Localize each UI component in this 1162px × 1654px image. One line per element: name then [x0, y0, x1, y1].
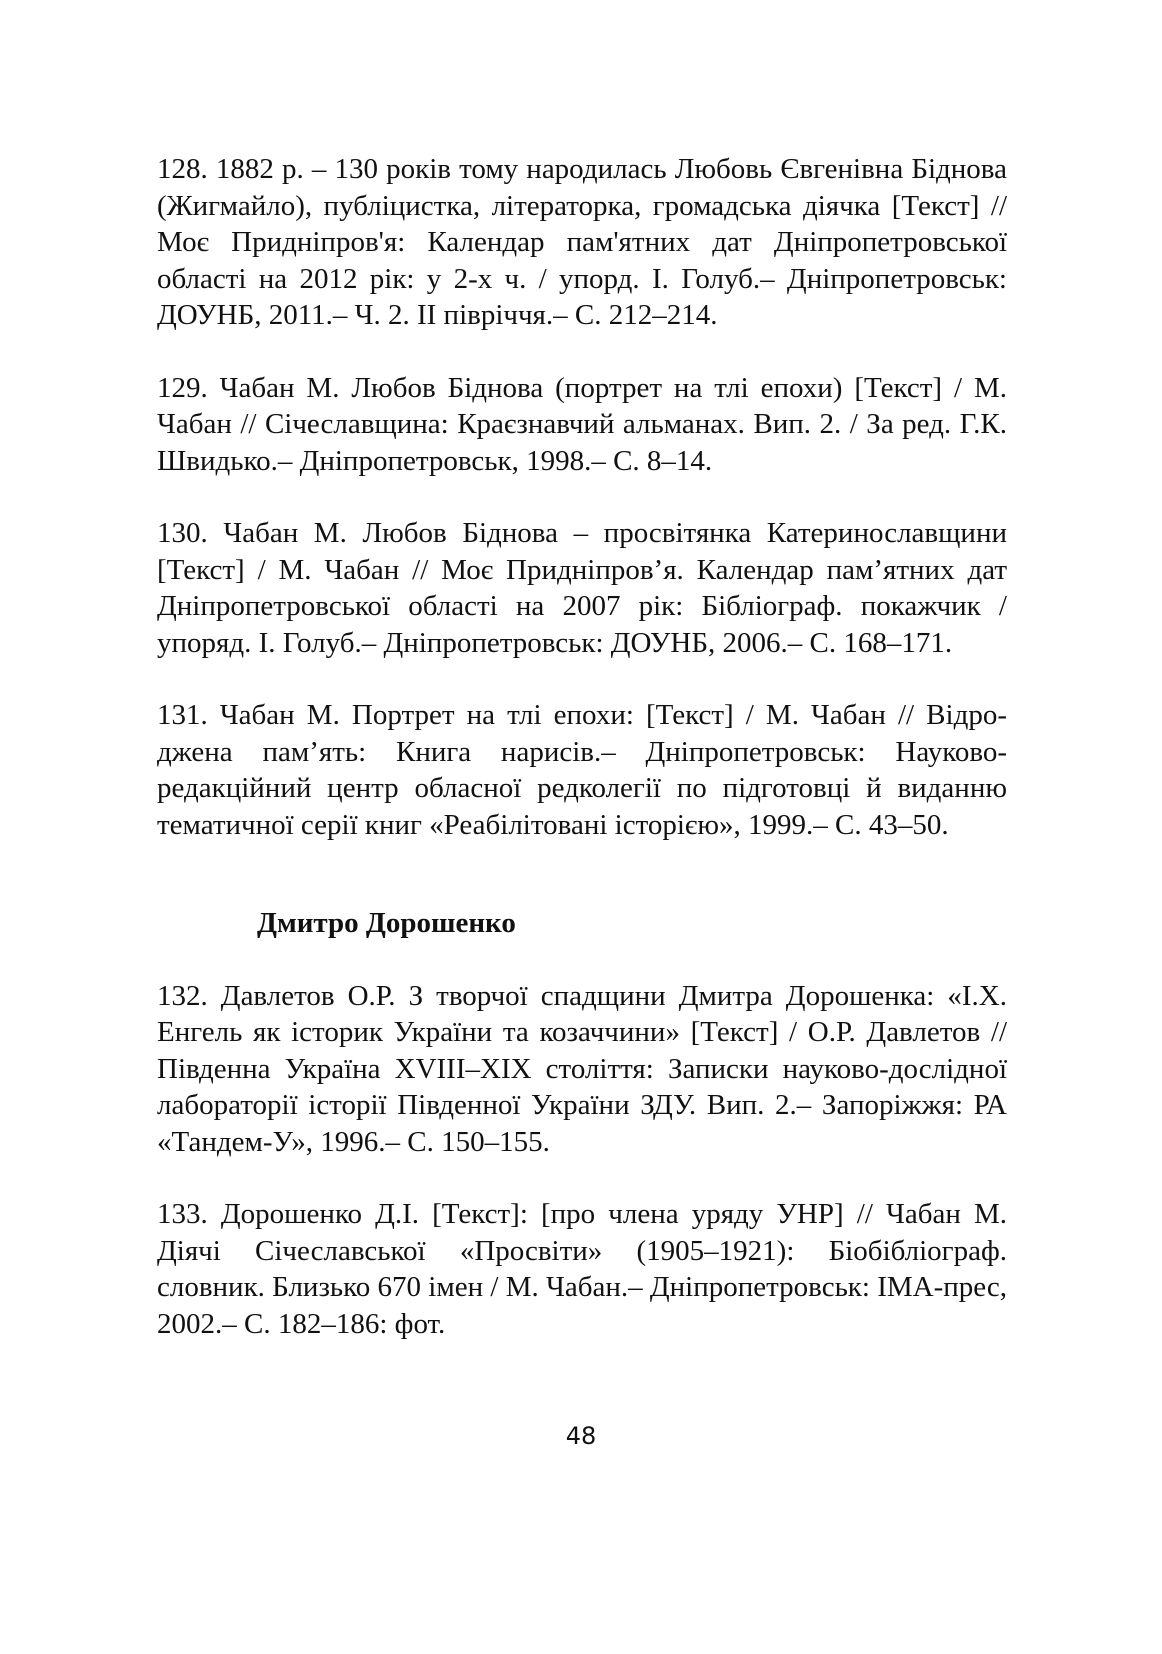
entry-spacer [157, 334, 1007, 370]
section-spacer [157, 843, 1007, 905]
bibliography-entry-131: 131. Чабан М. Портрет на тлі епохи: [Текст] / М. Чабан // Відроджена пам’ять: Книга нарисів.– Дніпропетровськ: Науково-редакційний центр обласної редколегії по підготовці й виданню тематичної серії книг «Реабілітовані історією», 1999.– С. 43–50. [157, 699, 1007, 841]
bibliography-entry-130: 130. Чабан М. Любов Біднова – просвітянка Катеринославщини [Текст] / М. Чабан // Моє Придніпров’я. Календар пам’ятних дат Дніпропетровської області на 2007 рік: Бібліограф. покажчик / упоряд. І. Голуб.– Дніпропетровськ: ДОУНБ, 2006.– С. 168–171. [157, 517, 1007, 659]
entry-spacer [157, 479, 1007, 515]
bibliography-body [157, 151, 1007, 1342]
page-number: 48 [565, 1422, 597, 1450]
bibliography-entry-129: 129. Чабан М. Любов Біднова (портрет на тлі епохи) [Текст] / М. Чабан // Січеславщина: Краєзнавчий альманах. Вип. 2. / За ред. Г.К. Швидько.– Дніпропетровськ, 1998.– С. 8–14. [157, 371, 1007, 477]
bibliography-entry-128: 128. 1882 р. – 130 років тому народилась Любовь Євгенівна Біднова (Жигмайло), публіцистка, літераторка, громадська діячка [Текст] // Моє Придніпров'я: Календар пам'ятних дат Дніпропетровської області на 2012 рік: у 2-х ч. / упорд. І. Голуб.– Дніпропетровськ: ДОУНБ, 2011.– Ч. 2. ІІ півріччя.– С. 212–214. [157, 153, 1007, 331]
entry-spacer [157, 661, 1007, 697]
section-heading: Дмитро Дорошенко [257, 907, 516, 939]
bibliography-entry-133: 133. Дорошенко Д.І. [Текст]: [про члена уряду УНР] // Чабан М. Діячі Січеславської «Просвіти» (1905–1921): Біобібліограф. словник. Близько 670 імен / М. Чабан.– Дніпропетровськ: ІМА-прес, 2002.– С. 182–186: фот. [157, 1198, 1007, 1340]
entry-spacer [157, 942, 1007, 978]
bibliography-entry-132: 132. Давлетов О.Р. З творчої спадщини Дмитра Дорошенка: «І.Х. Енгель як історик України та козаччини» [Текст] / О.Р. Давлетов // Південна Україна XVIII–XIX століття: Записки науково-дослідної лабораторії історії Південної України ЗДУ. Вип. 2.– Запоріжжя: РА «Тандем-У», 1996.– С. 150–155. [157, 979, 1007, 1158]
entry-spacer [157, 1160, 1007, 1196]
